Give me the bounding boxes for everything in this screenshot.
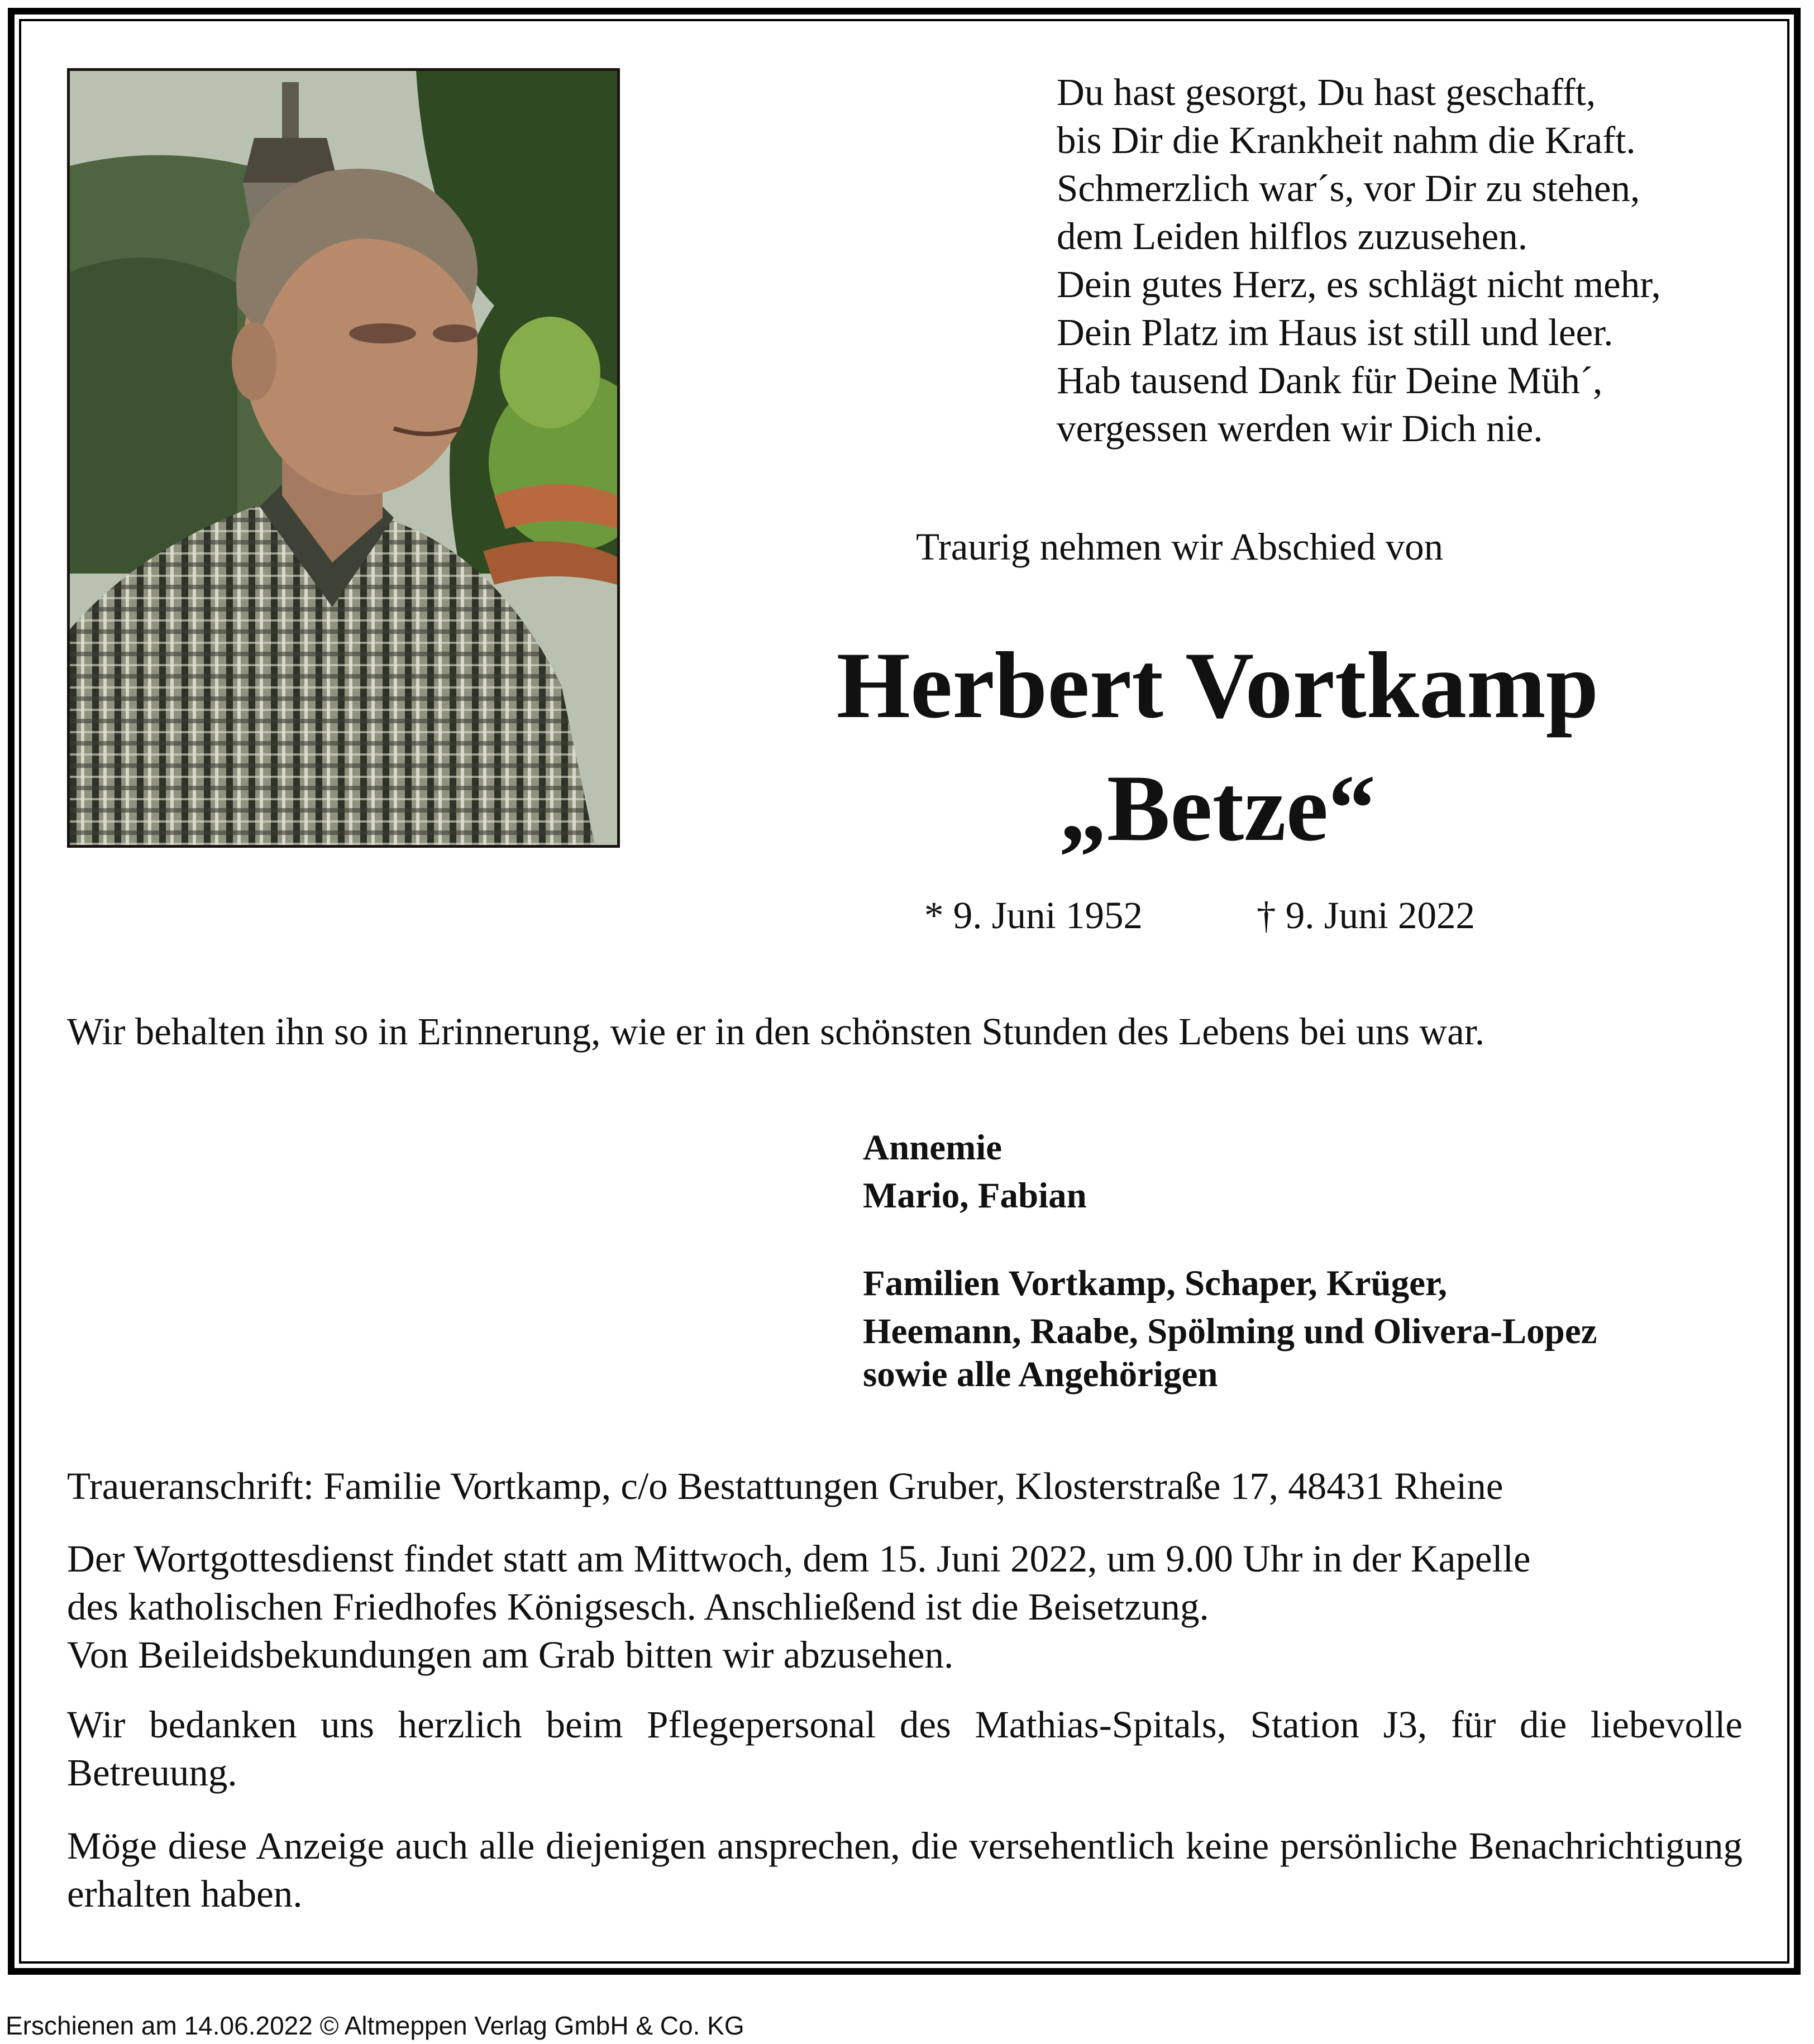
poem-line: dem Leiden hilflos zuzusehen. (1057, 215, 1528, 257)
family-group-relatives (863, 1350, 1218, 1398)
family-line: Heemann, Raabe, Spölming und Olivera-Lopez (863, 1311, 1597, 1351)
family-line: sowie alle Angehörigen (863, 1354, 1218, 1394)
deceased-nickname: „Betze“ (1059, 756, 1376, 861)
poem (1057, 68, 1661, 452)
deceased-name: Herbert Vortkamp (836, 633, 1599, 738)
notice-paragraph: Möge diese Anzeige auch alle diejenigen ansprechen, die versehentlich keine persönliche Benachrichtigung erhalten haben. (67, 1825, 1743, 1915)
family-group-close (863, 1124, 1087, 1220)
poem-line: Du hast gesorgt, Du hast geschafft, (1057, 71, 1596, 113)
poem-line: Dein gutes Herz, es schlägt nicht mehr, (1057, 263, 1661, 305)
portrait-photo (67, 68, 620, 848)
family-group-extended (863, 1259, 1597, 1355)
memory-line: Wir behalten ihn so in Erinnerung, wie er in den schönsten Stunden des Lebens bei uns war. (67, 1010, 1485, 1053)
birth-date: * 9. Juni 1952 (924, 894, 1143, 937)
thanks-paragraph: Wir bedanken uns herzlich beim Pflegepersonal des Mathias-Spitals, Station J3, für die liebevolle Betreuung. (67, 1703, 1743, 1794)
service-info (67, 1535, 1743, 1679)
death-date: † 9. Juni 2022 (1257, 894, 1476, 937)
poem-line: Hab tausend Dank für Deine Müh´, (1057, 359, 1603, 402)
mourning-address: Traueranschrift: Familie Vortkamp, c/o Bestattungen Gruber, Klosterstraße 17, 48431 Rheine (67, 1465, 1503, 1507)
poem-line: Schmerzlich war´s, vor Dir zu stehen, (1057, 167, 1640, 209)
poem-line: bis Dir die Krankheit nahm die Kraft. (1057, 119, 1636, 161)
farewell-intro: Traurig nehmen wir Abschied von (916, 526, 1444, 568)
poem-line: vergessen werden wir Dich nie. (1057, 407, 1543, 450)
family-line: Annemie (863, 1128, 1003, 1168)
publication-footer: Erschienen am 14.06.2022 © Altmeppen Verlag GmbH & Co. KG (6, 2011, 744, 2040)
family-line: Mario, Fabian (863, 1176, 1087, 1216)
family-line: Familien Vortkamp, Schaper, Krüger, (863, 1263, 1448, 1303)
service-line: Der Wortgottesdienst findet statt am Mittwoch, dem 15. Juni 2022, um 9.00 Uhr in der Kapelle (67, 1537, 1531, 1580)
poem-line: Dein Platz im Haus ist still und leer. (1057, 311, 1613, 354)
service-line: Von Beileidsbekundungen am Grab bitten wir abzusehen. (67, 1634, 954, 1676)
service-line: des katholischen Friedhofes Königsesch. Anschließend ist die Beisetzung. (67, 1585, 1209, 1628)
